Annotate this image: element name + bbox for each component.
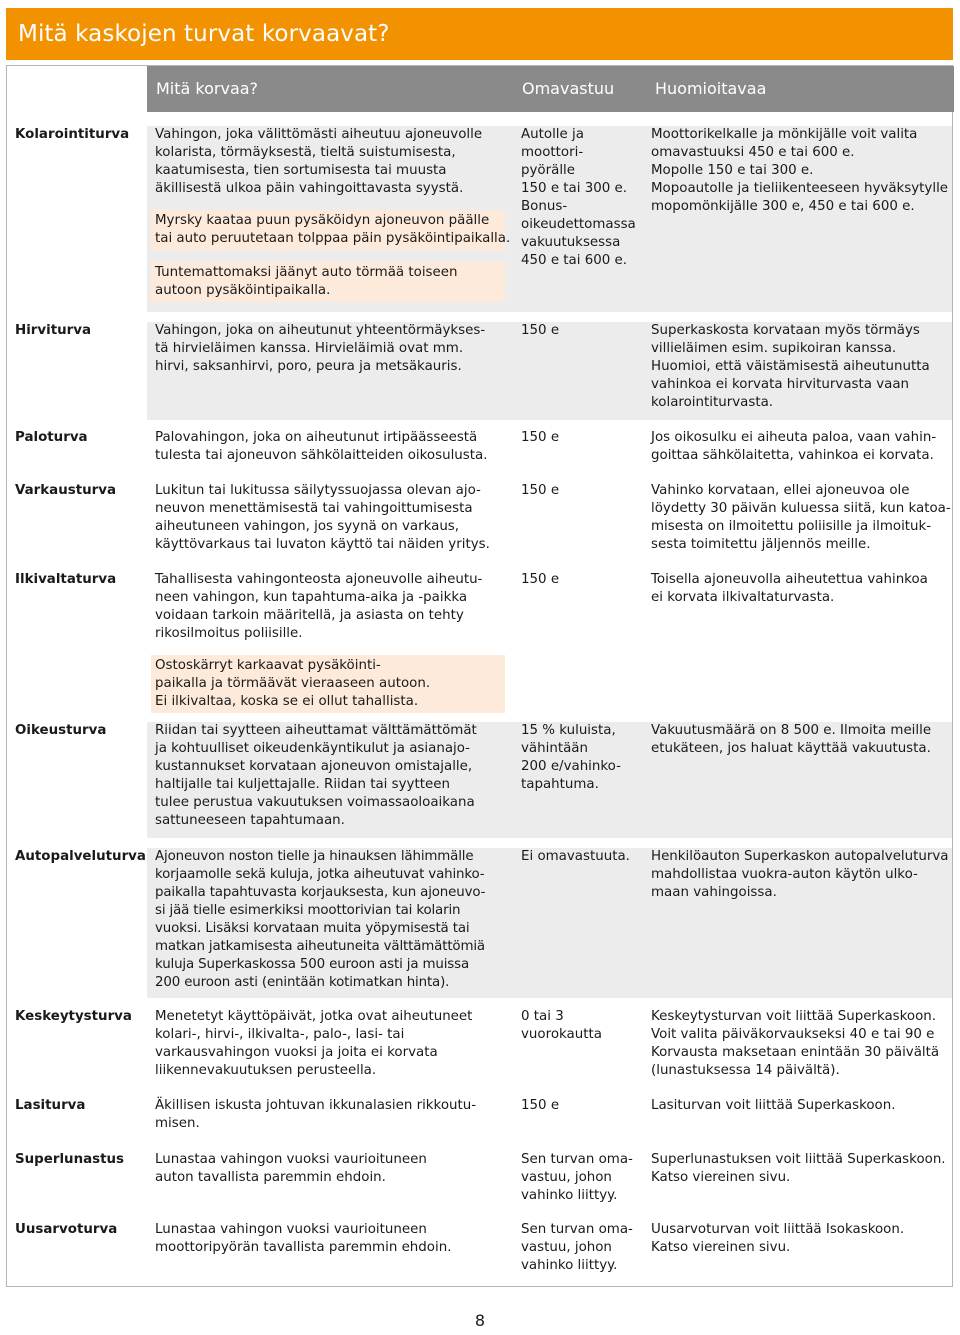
description-line: haltijalle tai kuljettajalle. Riidan tai syytteen bbox=[155, 777, 450, 792]
description-line: kustannukset korvataan ajoneuvon omistajalle, bbox=[155, 759, 473, 774]
description-line: varkausvahingon vuoksi ja joita ei korvata bbox=[155, 1045, 438, 1060]
coverage-description bbox=[155, 1151, 510, 1187]
description-line: auton tavallista paremmin ehdoin. bbox=[155, 1170, 386, 1185]
description-line: sattuneeseen tapahtumaan. bbox=[155, 813, 345, 828]
coverage-name: Oikeusturva bbox=[15, 723, 107, 738]
header-what-covered: Mitä korvaa? bbox=[156, 79, 259, 98]
deductible bbox=[521, 322, 641, 340]
note-line: Tuntemattomaksi jäänyt auto törmää toiseen bbox=[155, 265, 458, 280]
deductible bbox=[521, 571, 641, 589]
description-line: matkan jatkamisesta aiheutuneita välttämättömiä bbox=[155, 939, 485, 954]
table-row bbox=[7, 848, 952, 998]
description-line: äkillisestä ulkoa päin vahingoittavasta syystä. bbox=[155, 181, 464, 196]
description-line: Lunastaa vahingon vuoksi vaurioituneen bbox=[155, 1152, 427, 1167]
remark-line: Katso viereinen sivu. bbox=[651, 1170, 791, 1185]
description-line: neen vahingon, kun tapahtuma-aika ja -paikka bbox=[155, 590, 468, 605]
description-line: kuluja Superkaskossa 500 euroon asti ja muissa bbox=[155, 957, 470, 972]
remark-line: Mopoautolle ja tieliikenteeseen hyväksytylle bbox=[651, 181, 949, 196]
remark-line: villieläimen esim. supikoiran kanssa. bbox=[651, 341, 897, 356]
description-line: ja kohtuulliset oikeudenkäyntikulut ja asianajo- bbox=[155, 741, 471, 756]
remark-line: Huomioi, että väistämisestä aiheutunutta bbox=[651, 359, 930, 374]
deductible-line: 150 e tai 300 e. bbox=[521, 181, 628, 196]
example-note bbox=[151, 210, 511, 250]
table-row bbox=[7, 722, 952, 838]
deductible-line: vähintään bbox=[521, 741, 588, 756]
remark-line: Vakuutusmäärä on 8 500 e. Ilmoita meille bbox=[651, 723, 932, 738]
coverage-name: Hirviturva bbox=[15, 323, 92, 338]
description-line: neuvon menettämisestä tai vahingoittumisesta bbox=[155, 501, 473, 516]
note-line: Ei ilkivaltaa, koska se ei ollut tahallista. bbox=[155, 694, 419, 709]
remark-line: Lasiturvan voit liittää Superkaskoon. bbox=[651, 1098, 896, 1113]
description-line: korjaamolle sekä kuluja, jotka aiheutuvat vahinko- bbox=[155, 867, 485, 882]
remark-line: vahinkoa ei korvata hirviturvasta vaan bbox=[651, 377, 910, 392]
remarks bbox=[651, 722, 951, 758]
deductible-line: oikeudettomassa bbox=[521, 217, 636, 232]
deductible bbox=[521, 482, 641, 500]
description-line: si jää tielle esimerkiksi moottorivian tai kolarin bbox=[155, 903, 461, 918]
coverage-name: Paloturva bbox=[15, 430, 88, 445]
description-line: Lukitun tai lukitussa säilytyssuojassa olevan ajo- bbox=[155, 483, 481, 498]
coverage-name: Lasiturva bbox=[15, 1098, 86, 1113]
note-line: Ostoskärryt karkaavat pysäköinti- bbox=[155, 658, 381, 673]
note-line: autoon pysäköintipaikalla. bbox=[155, 283, 331, 298]
example-note bbox=[151, 262, 505, 302]
remarks bbox=[651, 482, 951, 554]
deductible bbox=[521, 429, 641, 447]
table-row bbox=[7, 1151, 952, 1206]
deductible bbox=[521, 1151, 641, 1205]
deductible bbox=[521, 848, 641, 866]
deductible-line: 0 tai 3 bbox=[521, 1009, 564, 1024]
description-line: voidaan tarkoin määritellä, ja asiasta on tehty bbox=[155, 608, 464, 623]
page-number: 8 bbox=[474, 1311, 486, 1330]
coverage-name: Uusarvoturva bbox=[15, 1222, 118, 1237]
deductible bbox=[521, 1221, 641, 1275]
remark-line: goittaa sähkölaitetta, vahinkoa ei korvata. bbox=[651, 448, 934, 463]
description-line: tulesta tai ajoneuvon sähkölaitteiden oikosulusta. bbox=[155, 448, 488, 463]
description-line: moottoripyörän tavallista paremmin ehdoin. bbox=[155, 1240, 452, 1255]
description-line: rikosilmoitus poliisille. bbox=[155, 626, 303, 641]
header-deductible: Omavastuu bbox=[522, 79, 615, 98]
coverage-description bbox=[155, 1008, 510, 1080]
description-line: kolari-, hirvi-, ilkivalta-, palo-, lasi- tai bbox=[155, 1027, 405, 1042]
remarks bbox=[651, 126, 951, 216]
remark-line: Voit valita päiväkorvaukseksi 40 e tai 90 e bbox=[651, 1027, 935, 1042]
deductible bbox=[521, 1008, 641, 1044]
deductible-line: tapahtuma. bbox=[521, 777, 599, 792]
deductible-line: 450 e tai 600 e. bbox=[521, 253, 628, 268]
remarks bbox=[651, 1008, 951, 1080]
remark-line: mahdollistaa vuokra-auton käytön ulko- bbox=[651, 867, 918, 882]
deductible bbox=[521, 126, 641, 270]
deductible-line: Sen turvan oma- bbox=[521, 1222, 633, 1237]
remark-line: Vahinko korvataan, ellei ajoneuvoa ole bbox=[651, 483, 910, 498]
deductible-line: 150 e bbox=[521, 430, 560, 445]
remarks bbox=[651, 1151, 951, 1187]
table-row bbox=[7, 1097, 952, 1140]
remark-line: Uusarvoturvan voit liittää Isokaskoon. bbox=[651, 1222, 905, 1237]
deductible-line: vastuu, johon bbox=[521, 1170, 612, 1185]
coverage-description bbox=[155, 429, 510, 465]
description-line: vuoksi. Lisäksi korvataan muita yöpymisestä tai bbox=[155, 921, 470, 936]
description-line: Äkillisen iskusta johtuvan ikkunalasien rikkoutu- bbox=[155, 1098, 477, 1113]
remark-line: Katso viereinen sivu. bbox=[651, 1240, 791, 1255]
description-line: kaatumisesta, tien sortumisesta tai muusta bbox=[155, 163, 447, 178]
remark-line: (lunastuksessa 14 päivältä). bbox=[651, 1063, 840, 1078]
table-row bbox=[7, 322, 952, 420]
deductible-line: 150 e bbox=[521, 483, 560, 498]
description-line: Menetetyt käyttöpäivät, jotka ovat aiheutuneet bbox=[155, 1009, 473, 1024]
remark-line: Henkilöauton Superkaskon autopalveluturva bbox=[651, 849, 949, 864]
description-line: paikalla tapahtuvasta korjauksesta, kun ajoneuvo- bbox=[155, 885, 486, 900]
remark-line: sesta toimitettu jäljennös meille. bbox=[651, 537, 871, 552]
deductible bbox=[521, 1097, 641, 1115]
description-line: Palovahingon, joka on aiheutunut irtipäässeestä bbox=[155, 430, 478, 445]
deductible-line: Autolle ja bbox=[521, 127, 584, 142]
table-row bbox=[7, 571, 952, 707]
deductible-line: 150 e bbox=[521, 572, 560, 587]
description-line: tä hirvieläimen kanssa. Hirvieläimiä ovat mm. bbox=[155, 341, 464, 356]
description-line: käyttövarkaus tai luvaton käyttö tai näiden yritys. bbox=[155, 537, 490, 552]
header-remarks: Huomioitavaa bbox=[655, 79, 767, 98]
deductible-line: 15 % kuluista, bbox=[521, 723, 616, 738]
deductible-line: 200 e/vahinko- bbox=[521, 759, 621, 774]
coverage-name: Autopalveluturva bbox=[15, 849, 146, 864]
coverage-description bbox=[155, 1221, 510, 1257]
remark-line: mopomönkijälle 300 e, 450 e tai 600 e. bbox=[651, 199, 915, 214]
description-line: liikennevakuutuksen perusteella. bbox=[155, 1063, 377, 1078]
description-line: kolarista, törmäyksestä, tieltä suistumisesta, bbox=[155, 145, 456, 160]
description-line: Lunastaa vahingon vuoksi vaurioituneen bbox=[155, 1222, 427, 1237]
remark-line: Keskeytysturvan voit liittää Superkaskoon. bbox=[651, 1009, 937, 1024]
coverage-name: Ilkivaltaturva bbox=[15, 572, 117, 587]
description-line: Tahallisesta vahingonteosta ajoneuvolle aiheutu- bbox=[155, 572, 483, 587]
deductible-line: vastuu, johon bbox=[521, 1240, 612, 1255]
deductible-line: moottori- bbox=[521, 145, 584, 160]
description-line: misen. bbox=[155, 1116, 200, 1131]
remark-line: ei korvata ilkivaltaturvasta. bbox=[651, 590, 835, 605]
remark-line: Superkaskosta korvataan myös törmäys bbox=[651, 323, 920, 338]
remark-line: kolarointiturvasta. bbox=[651, 395, 774, 410]
deductible-line: 150 e bbox=[521, 1098, 560, 1113]
description-line: Riidan tai syytteen aiheuttamat välttämättömät bbox=[155, 723, 477, 738]
remark-line: Superlunastuksen voit liittää Superkaskoon. bbox=[651, 1152, 946, 1167]
remark-line: etukäteen, jos haluat käyttää vakuutusta. bbox=[651, 741, 931, 756]
deductible-line: 150 e bbox=[521, 323, 560, 338]
table-row bbox=[7, 429, 952, 473]
description-line: Vahingon, joka välittömästi aiheutuu ajoneuvolle bbox=[155, 127, 483, 142]
remark-line: omavastuuksi 450 e tai 600 e. bbox=[651, 145, 855, 160]
coverage-description bbox=[155, 322, 510, 376]
note-line: tai auto peruutetaan tolppaa päin pysäköintipaikalla. bbox=[155, 231, 511, 246]
coverage-table bbox=[6, 65, 953, 1287]
coverage-description bbox=[155, 1097, 510, 1133]
remarks bbox=[651, 429, 951, 465]
deductible-line: vakuutuksessa bbox=[521, 235, 621, 250]
table-row bbox=[7, 482, 952, 562]
coverage-name: Varkausturva bbox=[15, 483, 117, 498]
coverage-description bbox=[155, 571, 510, 713]
note-line: paikalla ja törmäävät vieraaseen autoon. bbox=[155, 676, 431, 691]
remark-line: maan vahingoissa. bbox=[651, 885, 777, 900]
table-row bbox=[7, 1221, 952, 1277]
description-line: Ajoneuvon noston tielle ja hinauksen lähimmälle bbox=[155, 849, 474, 864]
remarks bbox=[651, 1097, 951, 1115]
coverage-name: Superlunastus bbox=[15, 1152, 125, 1167]
remark-line: Moottorikelkalle ja mönkijälle voit valita bbox=[651, 127, 918, 142]
remark-line: misesta on ilmoitettu poliisille ja ilmoituk- bbox=[651, 519, 932, 534]
description-line: 200 euroon asti (enintään kotimatkan hinta). bbox=[155, 975, 450, 990]
deductible-line: Bonus- bbox=[521, 199, 568, 214]
deductible-line: vahinko liittyy. bbox=[521, 1258, 618, 1273]
deductible-line: vuorokautta bbox=[521, 1027, 602, 1042]
remarks bbox=[651, 322, 951, 412]
coverage-description bbox=[155, 126, 510, 302]
table-row bbox=[7, 126, 952, 312]
remarks bbox=[651, 1221, 951, 1257]
remark-line: Korvausta maksetaan enintään 30 päivältä bbox=[651, 1045, 940, 1060]
deductible-line: Sen turvan oma- bbox=[521, 1152, 633, 1167]
coverage-name: Keskeytysturva bbox=[15, 1009, 132, 1024]
coverage-description bbox=[155, 722, 510, 830]
deductible-line: Ei omavastuuta. bbox=[521, 849, 630, 864]
table-header bbox=[147, 66, 954, 112]
description-line: tulee perustua vakuutuksen voimassaoloaikana bbox=[155, 795, 475, 810]
remarks bbox=[651, 571, 951, 607]
description-line: hirvi, saksanhirvi, poro, peura ja metsäkauris. bbox=[155, 359, 462, 374]
coverage-description bbox=[155, 482, 510, 554]
deductible-line: pyörälle bbox=[521, 163, 576, 178]
page-title: Mitä kaskojen turvat korvaavat? bbox=[6, 8, 953, 60]
remarks bbox=[651, 848, 951, 902]
remark-line: Jos oikosulku ei aiheuta paloa, vaan vahin- bbox=[651, 430, 937, 445]
remark-line: Mopolle 150 e tai 300 e. bbox=[651, 163, 814, 178]
example-note bbox=[151, 655, 505, 713]
deductible-line: vahinko liittyy. bbox=[521, 1188, 618, 1203]
remark-line: löydetty 30 päivän kuluessa siitä, kun katoa- bbox=[651, 501, 951, 516]
coverage-name: Kolarointiturva bbox=[15, 127, 130, 142]
description-line: aiheutuneen vahingon, jos syynä on varkaus, bbox=[155, 519, 460, 534]
note-line: Myrsky kaataa puun pysäköidyn ajoneuvon päälle bbox=[155, 213, 490, 228]
remark-line: Toisella ajoneuvolla aiheutettua vahinkoa bbox=[651, 572, 928, 587]
deductible bbox=[521, 722, 641, 794]
description-line: Vahingon, joka on aiheutunut yhteentörmäykses- bbox=[155, 323, 486, 338]
table-row bbox=[7, 1008, 952, 1094]
coverage-description bbox=[155, 848, 510, 992]
